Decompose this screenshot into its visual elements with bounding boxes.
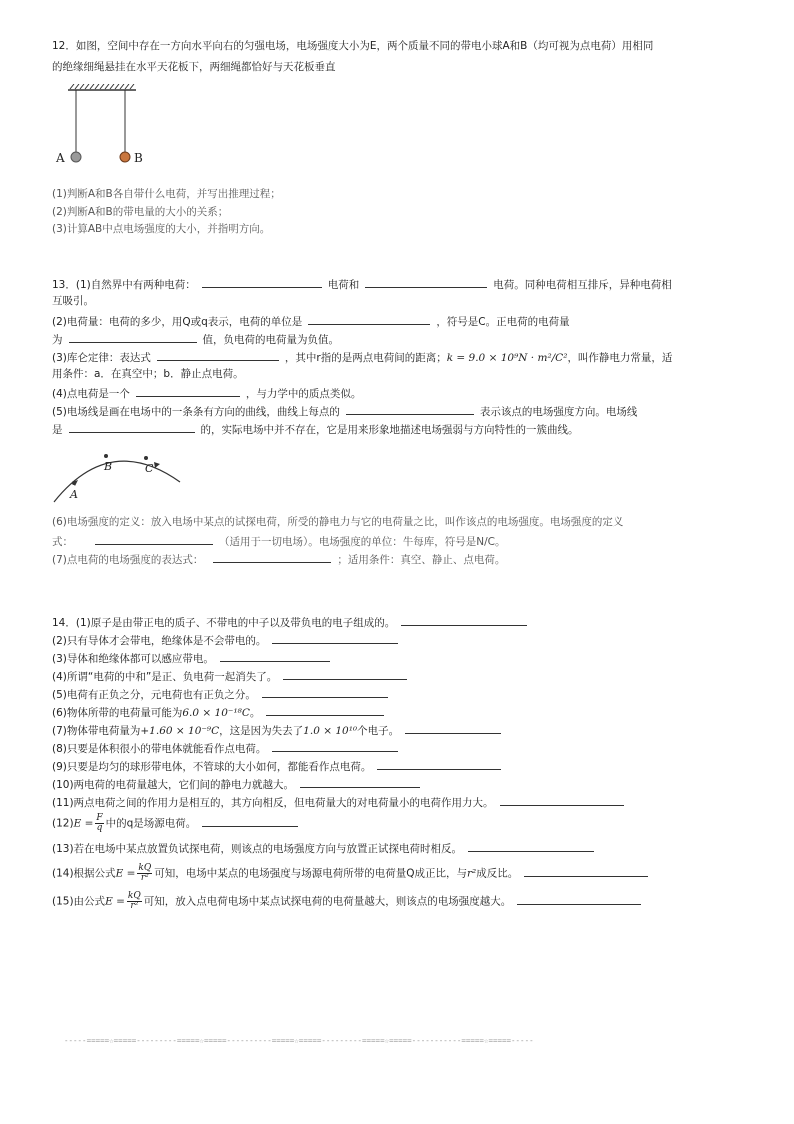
q14-item11: (11)两点电荷之间的作用力是相互的，其方向相反，但电荷量大的对电荷量小的电荷作用力大。	[52, 794, 630, 810]
q12-stem-line2: 的绝缘细绳悬挂在水平天花板下，两细绳都恰好与天花板垂直	[52, 61, 336, 73]
point-a-label: A	[70, 488, 78, 501]
answer-blank[interactable]	[157, 349, 279, 361]
q14-item1: 14．(1)原子是由带正电的质子、不带电的中子以及带负电的电子组成的。	[52, 614, 533, 630]
label-b: B	[134, 151, 143, 165]
answer-blank[interactable]	[262, 686, 388, 698]
footer-divider: -----=====☆=====---------=====☆=====----------=====☆=====---------=====☆=====-----------=====☆=====-----	[64, 1036, 534, 1045]
q13-line4: 为 值，负电荷的电荷量为负值。	[52, 331, 339, 347]
q13-line10: (6)电场强度的定义：放入电场中某点的试探电荷，所受的静电力与它的电荷量之比，叫作该点的电场强度。电场强度的定义	[52, 516, 624, 528]
q14-item9: (9)只要是均匀的球形带电体，不管球的大小如何，都能看作点电荷。	[52, 758, 507, 774]
answer-blank[interactable]	[308, 313, 430, 325]
q12-sub1: (1)判断A和B各自带什么电荷，并写出推理过程；	[52, 188, 281, 200]
fraction-f-over-q: $\frac{F}{q}$	[96, 813, 103, 833]
answer-blank[interactable]	[517, 893, 641, 905]
answer-blank[interactable]	[365, 276, 487, 288]
q13-line7: (4)点电荷是一个 ，与力学中的质点类似。	[52, 385, 361, 401]
q13-line12: (7)点电荷的电场强度的表达式： ；适用条件：真空、静止、点电荷。	[52, 551, 505, 567]
answer-blank[interactable]	[401, 614, 527, 626]
answer-blank[interactable]	[213, 551, 331, 563]
ball-a	[71, 152, 81, 162]
q13-line5: (3)库仑定律：表达式 ，其中r指的是两点电荷间的距离；k = 9.0 × 10⁹N · m²/C²，叫作静电力常量，适	[52, 349, 672, 365]
q12-sub2: (2)判断A和B的带电量的大小的关系；	[52, 206, 229, 218]
answer-blank[interactable]	[95, 533, 213, 545]
answer-blank[interactable]	[405, 722, 501, 734]
q14-item5: (5)电荷有正负之分，元电荷也有正负之分。	[52, 686, 394, 702]
answer-blank[interactable]	[346, 403, 474, 415]
answer-blank[interactable]	[524, 865, 648, 877]
q12-stem-line1: 12．如图，空间中存在一方向水平向右的匀强电场，电场强度大小为E，两个质量不同的带电小球A和B（均可视为点电荷）用相同	[52, 40, 654, 52]
fraction-kq-over-r2: $\frac{kQ}{\text{r²}}$	[138, 863, 152, 883]
point-c-label: C	[145, 462, 154, 475]
q14-item12: (12)E = $\frac{F}{q}$ 中的q是场源电荷。	[52, 814, 304, 833]
q14-item13: (13)若在电场中某点放置负试探电荷，则该点的电场强度方向与放置正试探电荷时相反。	[52, 840, 600, 856]
point-b	[104, 454, 108, 458]
answer-blank[interactable]	[220, 650, 330, 662]
point-a	[72, 481, 76, 485]
answer-blank[interactable]	[266, 704, 384, 716]
fraction-kq-over-r2: $\frac{kQ}{\text{r²}}$	[127, 891, 141, 911]
q14-item4: (4)所谓“电荷的中和”是正、负电荷一起消失了。	[52, 668, 413, 684]
answer-blank[interactable]	[202, 815, 298, 827]
q14-item7: (7)物体带电荷量为+1.60 × 10⁻⁹C，这是因为失去了1.0 × 10¹⁰个电子。	[52, 722, 507, 738]
q13-line9: 是 的，实际电场中并不存在，它是用来形象地描述电场强弱与方向特性的一簇曲线。	[52, 421, 579, 437]
answer-blank[interactable]	[468, 840, 594, 852]
q13-line2: 互吸引。	[52, 295, 94, 307]
answer-blank[interactable]	[500, 794, 624, 806]
point-b-label: B	[104, 460, 113, 473]
point-c	[144, 456, 148, 460]
q14-item6: (6)物体所带的电荷量可能为6.0 × 10⁻¹⁸C。	[52, 704, 390, 720]
q13-line6: 用条件：a．在真空中；b．静止点电荷。	[52, 368, 244, 380]
q14-item10: (10)两电荷的电荷量越大，它们间的静电力就越大。	[52, 776, 426, 792]
answer-blank[interactable]	[272, 740, 398, 752]
q14-item3: (3)导体和绝缘体都可以感应带电。	[52, 650, 336, 666]
q13-line1: 13．(1)自然界中有两种电荷： 电荷和 电荷。同种电荷相互排斥，异种电荷相	[52, 276, 672, 292]
q12-sub3: (3)计算AB中点电场强度的大小，并指明方向。	[52, 223, 271, 235]
label-a: A	[56, 151, 65, 165]
q14-item2: (2)只有导体才会带电，绝缘体是不会带电的。	[52, 632, 404, 648]
q13-line11: 式： （适用于一切电场）。电场强度的单位：牛每库，符号是N/C。	[52, 533, 505, 549]
answer-blank[interactable]	[272, 632, 398, 644]
q13-line8: (5)电场线是画在电场中的一条条有方向的曲线，曲线上每点的 表示该点的电场强度方向。电场线	[52, 403, 637, 419]
q14-item14: (14)根据公式E = $\frac{kQ}{\text{r²}}$ 可知，电场中某点的电场强度与场源电荷所带的电荷量Q成正比，与r²成反比。	[52, 864, 654, 883]
answer-blank[interactable]	[300, 776, 420, 788]
q14-item15: (15)由公式E = $\frac{kQ}{\text{r²}}$ 可知，放入点电荷电场中某点试探电荷的电荷量越大，则该点的电场强度越大。	[52, 892, 647, 911]
q14-item8: (8)只要是体积很小的带电体就能看作点电荷。	[52, 740, 404, 756]
answer-blank[interactable]	[136, 385, 240, 397]
ball-b	[120, 152, 130, 162]
answer-blank[interactable]	[69, 331, 197, 343]
answer-blank[interactable]	[283, 668, 407, 680]
q13-field-line-figure	[50, 446, 190, 506]
coulomb-constant: k = 9.0 × 10⁹N · m²/C²	[446, 352, 568, 364]
q12-pendulum-figure	[54, 84, 164, 170]
answer-blank[interactable]	[202, 276, 322, 288]
answer-blank[interactable]	[69, 421, 195, 433]
answer-blank[interactable]	[377, 758, 501, 770]
q13-line3: (2)电荷量：电荷的多少，用Q或q表示，电荷的单位是 ，符号是C。正电荷的电荷量	[52, 313, 570, 329]
